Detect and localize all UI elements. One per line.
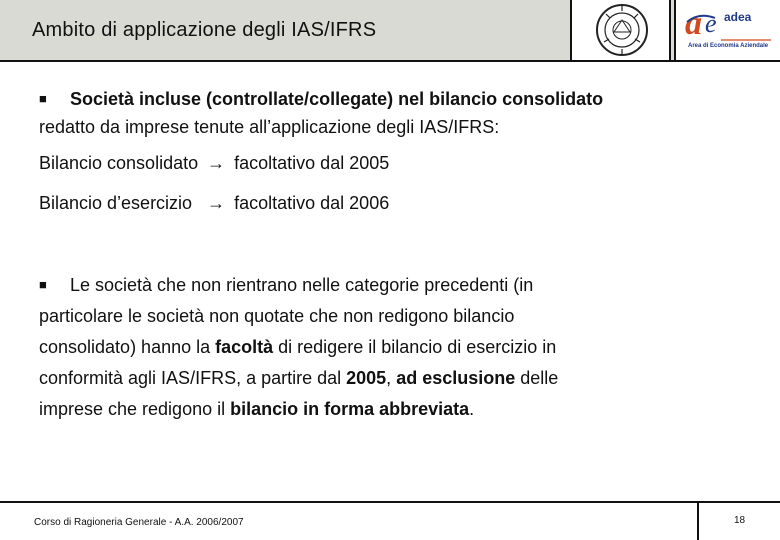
bullet2-forma-abbreviata: bilancio in forma abbreviata: [230, 399, 470, 419]
bullet2-line4-text-c: ,: [386, 368, 397, 388]
bullet2-line5: [39, 399, 474, 420]
footer-vertical-divider: [697, 503, 699, 540]
course-label: Corso di Ragioneria Generale - A.A. 2006/2007: [34, 517, 244, 528]
bullet2-line3-text-a: consolidato) hanno la: [39, 337, 216, 357]
item1-row: [39, 153, 389, 174]
bullet2-ad-esclusione: ad esclusione: [396, 368, 516, 388]
bullet2-line3: [39, 337, 556, 358]
adea-logo-text: adea: [724, 10, 752, 24]
header-divider: [0, 60, 780, 62]
bullet1-heading: Società incluse (controllate/collegate) nel bilancio consolidato: [70, 89, 604, 109]
bullet2-line1: Le società che non rientrano nelle categorie precedenti (in: [70, 275, 534, 295]
slide-header: [0, 0, 780, 61]
adea-logo-subtitle: Area di Economia Aziendale: [688, 43, 769, 49]
bullet2-facolta: facoltà: [215, 337, 274, 357]
adea-logo-box: [674, 0, 780, 61]
item2-row: [39, 193, 389, 214]
university-seal-icon: [592, 2, 652, 58]
slide-title: Ambito di applicazione degli IAS/IFRS: [32, 19, 377, 41]
bullet1-continuation: redatto da imprese tenute all’applicazione degli IAS/IFRS:: [39, 117, 500, 137]
right-arrow-icon: →: [207, 153, 226, 173]
right-arrow-icon: →: [207, 193, 226, 213]
item2-label: Bilancio d’esercizio: [39, 193, 193, 213]
item2-value: facoltativo dal 2006: [234, 193, 390, 213]
item1-value: facoltativo dal 2005: [234, 153, 390, 173]
bullet2-line2: particolare le società non quotate che non redigono bilancio: [39, 306, 515, 326]
page-number: 18: [734, 515, 746, 526]
university-seal-box: [570, 0, 671, 61]
bullet2-line5-text-a: imprese che redigono il: [39, 399, 231, 419]
bullet2-year: 2005: [346, 368, 387, 388]
bullet2-line4-text-a: conformità agli IAS/IFRS, a partire dal: [39, 368, 347, 388]
bullet2-line3-text-c: di redigere il bilancio di esercizio in: [273, 337, 557, 357]
svg-text:a: a: [685, 5, 702, 42]
bullet2-line5-text-c: .: [469, 399, 475, 419]
square-bullet-icon: ■: [39, 91, 47, 106]
square-bullet-icon: ■: [39, 277, 47, 292]
svg-text:e: e: [705, 9, 717, 38]
slide-footer: [0, 503, 780, 540]
bullet2-line4-text-e: delle: [515, 368, 559, 388]
item1-label: Bilancio consolidato: [39, 153, 199, 173]
bullet2-line4: [39, 368, 558, 389]
